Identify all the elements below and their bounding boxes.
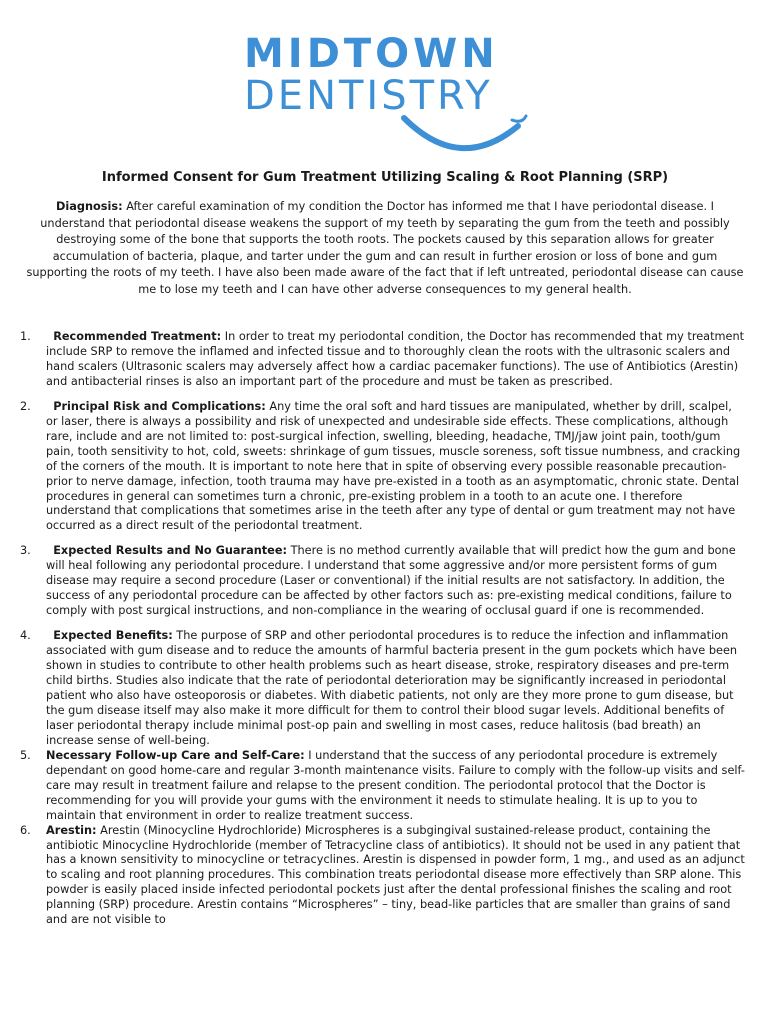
item-text: I understand that the success of any periodontal procedure is extremely dependant on good home-care and regular 3-month maintenance visits. Failure to comply with the follow-up visits and self-care may result in treatment failure and relapse to the present condition. The periodontal protocol that the Doctor is recommending for you will provide your gums with the environment it needs to stimulate healing. It is up to you to maintain that environment in order to realize treatment success. bbox=[46, 748, 745, 822]
diagnosis-text: After careful examination of my condition the Doctor has informed me that I have periodontal disease. I understand that periodontal disease weakens the support of my teeth by separating the gum from the teeth and possibly destroying some of the bone that supports the tooth roots. The pockets caused by this separation allows for greater accumulation of bacteria, plaque, and tarter under the gum and can result in further erosion or loss of bone and gum supporting the roots of my teeth. I have also been made aware of the fact that if left untreated, periodontal disease can cause me to lose my teeth and I can have other adverse consequences to my general health. bbox=[26, 200, 744, 296]
item-number: 2. bbox=[20, 399, 31, 413]
item-label: Arestin: bbox=[46, 823, 97, 837]
item-number: 6. bbox=[20, 823, 31, 837]
item-number: 3. bbox=[20, 544, 31, 558]
item-label: Recommended Treatment: bbox=[53, 330, 222, 343]
consent-item-recommended-treatment bbox=[0, 330, 770, 390]
item-label: Necessary Follow-up Care and Self-Care: bbox=[46, 748, 305, 762]
item-label: Principal Risk and Complications: bbox=[53, 399, 266, 413]
consent-item-arestin bbox=[0, 824, 770, 929]
item-text: Any time the oral soft and hard tissues are manipulated, whether by drill, scalpel, or laser, there is always a possibility and risk of unexpected and undesirable side effects. These complications, although rare, include and are not limited to: post-surgical infection, swelling, bleeding, headache, TMJ/jaw joint pain, tooth/gum pain, tooth sensitivity to hot, cold, sweets: shrinkage of gum tissues, muscle soreness, soft tissue numbness, and cracking of the corners of the mouth. It is important to note here that in spite of observing every possible reasonable precaution- prior to nerve damage, infection, tooth trauma may have pre-existed in a tooth as an asymptomatic, chronic state. Dental procedures in general can sometimes turn a chronic, pre-existing problem in a tooth to an acute one. I therefore understand that complications that sometimes arise in the teeth after any type of dental or gum treatment may not have occurred as a direct result of the periodontal treatment. bbox=[46, 399, 741, 533]
logo-wordmark-midtown: MIDTOWN bbox=[244, 31, 499, 77]
item-label: Expected Results and No Guarantee: bbox=[53, 544, 288, 558]
logo-wordmark-dentistry: DENTISTRY bbox=[244, 73, 493, 119]
smile-logo-icon bbox=[400, 114, 550, 156]
consent-item-principal-risk bbox=[0, 400, 770, 535]
item-number: 1. bbox=[20, 330, 31, 343]
diagnosis-paragraph bbox=[22, 199, 748, 299]
item-number: 4. bbox=[20, 629, 31, 643]
item-text: Arestin (Minocycline Hydrochloride) Microspheres is a subgingival sustained-release product, containing the antibiotic Minocycline Hydrochloride (member of Tetracycline class of antibiotics). It should not be used in any patient that has a known sensitivity to minocycline or tetracyclines. Arestin is dispensed in powder form, 1 mg., and used as an adjunct to scaling and root planning procedures. This combination treats periodontal disease more effectively than SRP alone. This powder is easily placed inside infected periodontal pockets just after the dental professional finishes the scaling and root planning (SRP) procedure. Arestin contains “Microspheres” – tiny, bead-like particles that are smaller than grains of sand and are not visible to bbox=[46, 823, 745, 927]
item-text: The purpose of SRP and other periodontal procedures is to reduce the infection and inflammation associated with gum disease and to reduce the amounts of harmful bacteria present in the gum pockets which have been shown in studies to contribute to other health problems such as heart disease, stroke, respiratory diseases and pre-term child births. Studies also indicate that the rate of periodontal deterioration may be significantly increased in periodontal patient who also have osteoporosis or diabetes. With diabetic patients, not only are they more prone to gum disease, but the gum disease itself may also make it more difficult for them to control their blood sugar levels. Additional benefits of laser periodontal therapy include minimal post-op pain and swelling in most cases, reduce halitosis (bad breath) an increase sense of well-being. bbox=[46, 629, 738, 747]
clinic-logo bbox=[0, 30, 770, 155]
item-label: Expected Benefits: bbox=[53, 629, 173, 643]
item-text: There is no method currently available that will predict how the gum and bone will heal following any periodontal procedure. I understand that some aggressive and/or more persistent forms of gum disease may require a second procedure (Laser or conventional) if the initial results are not satisfactory. In addition, the success of any periodontal procedure can be affected by other factors such as: pre-existing medical conditions, failure to comply with post surgical instructions, and non-compliance in the wearing of occlusal guard if one is recommended. bbox=[46, 544, 736, 618]
document-title: Informed Consent for Gum Treatment Utilizing Scaling & Root Planning (SRP) bbox=[101, 170, 669, 185]
consent-item-expected-benefits bbox=[0, 629, 770, 749]
consent-item-expected-results bbox=[0, 544, 770, 619]
consent-items-list bbox=[0, 330, 770, 928]
item-number: 5. bbox=[20, 748, 31, 762]
item-text: In order to treat my periodontal condition, the Doctor has recommended that my treatment include SRP to remove the inflamed and infected tissue and to thoroughly clean the roots with the ultrasonic scalers and hand scalers (Ultrasonic scalers may adversely affect how a cardiac pacemaker functions). The use of Antibiotics (Arestin) and antibacterial rinses is also an important part of the procedure and must be taken as prescribed. bbox=[46, 330, 745, 388]
consent-item-follow-up-care bbox=[0, 749, 770, 824]
diagnosis-label: Diagnosis: bbox=[56, 200, 123, 213]
